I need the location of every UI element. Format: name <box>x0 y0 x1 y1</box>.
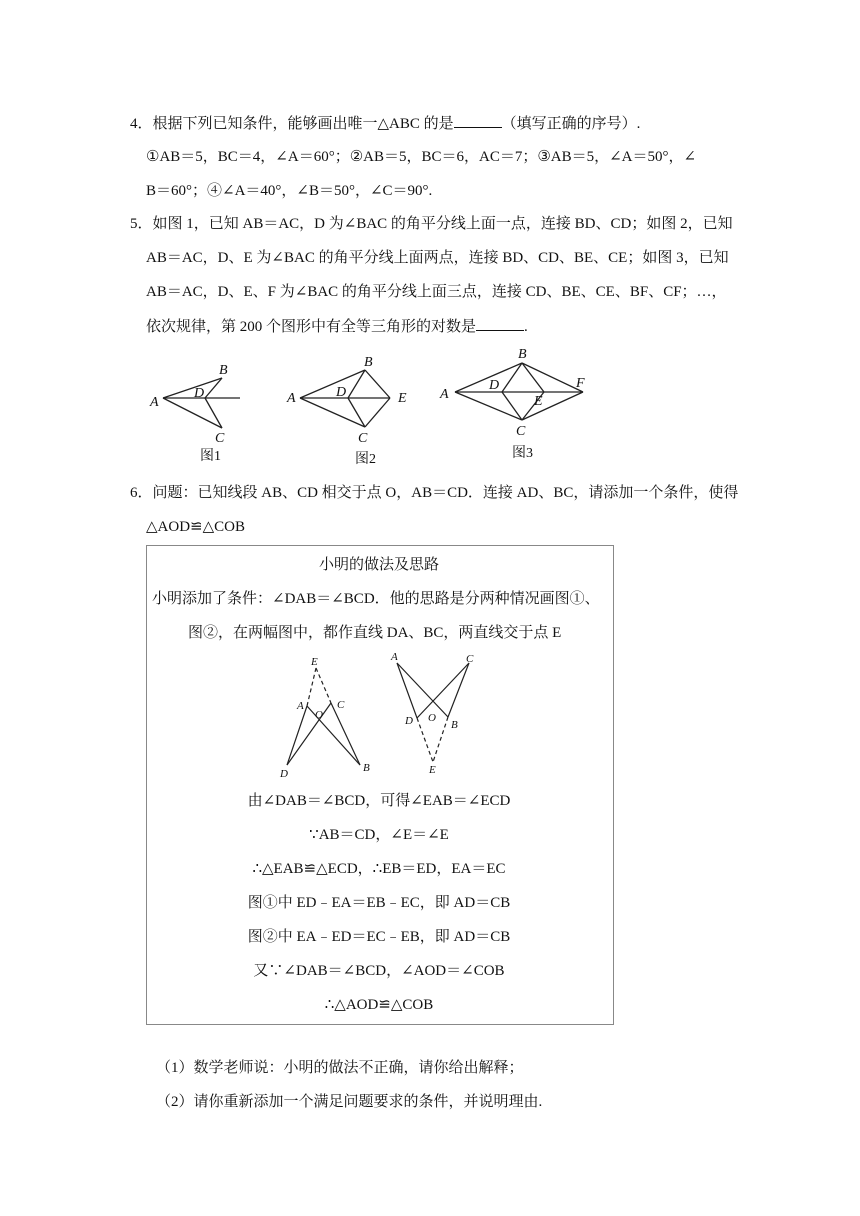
fig1-label-a: A <box>150 395 159 410</box>
proof-line-5: 图②中 EA﹣ED＝EC﹣EB，即 AD＝CB <box>247 929 511 945</box>
fig3-label-e: E <box>534 394 543 409</box>
q5-stem: 依次规律，第 200 个图形中有全等三角形的对数是 <box>146 319 477 335</box>
box-left-label-b: B <box>363 762 370 774</box>
q5-line-1: 5．如图 1，已知 AB＝AC，D 为∠BAC 的角平分线上面一点，连接 BD、CD；如图 2，已知 <box>130 216 733 232</box>
q4-line-3: B＝60°；④∠A＝40°，∠B＝50°，∠C＝90°. <box>146 183 433 199</box>
box-right-label-d: D <box>405 715 413 727</box>
box-left-label-a: A <box>297 700 304 712</box>
fig2-label-e: E <box>398 391 407 406</box>
box-right-label-a: A <box>391 651 398 663</box>
fig3-caption: 图3 <box>512 446 533 461</box>
proof-line-7: ∴△AOD≌△COB <box>324 997 434 1013</box>
q4-line-2: ①AB＝5，BC＝4，∠A＝60°；②AB＝5，BC＝6，AC＝7；③AB＝5，∠A＝50°，∠ <box>146 149 697 165</box>
fig1-label-b: B <box>219 363 228 378</box>
fig2-label-c: C <box>358 431 368 446</box>
proof-line-2: ∵AB＝CD，∠E＝∠E <box>309 827 449 843</box>
box-right-label-o: O <box>428 712 436 724</box>
proof-line-1: 由∠DAB＝∠BCD，可得∠EAB＝∠ECD <box>247 793 511 809</box>
q5-line-3: AB＝AC，D、E、F 为∠BAC 的角平分线上面三点，连接 CD、BE、CE、BF、CF；…， <box>146 284 727 300</box>
q4-stem: 4．根据下列已知条件，能够画出唯一△ABC 的是 <box>130 116 454 132</box>
fig2-caption: 图2 <box>355 452 376 467</box>
fig3-label-a: A <box>440 387 449 402</box>
box-right-label-e: E <box>429 764 436 776</box>
box-right-label-b: B <box>451 719 458 731</box>
q5-stem-end: . <box>524 319 528 335</box>
fig3-label-b: B <box>518 347 527 362</box>
fig2-label-b: B <box>364 355 373 370</box>
box-right-label-c: C <box>466 653 474 665</box>
box-left-label-e: E <box>311 656 318 668</box>
fig3-label-c: C <box>516 424 526 439</box>
box-title: 小明的做法及思路 <box>318 557 439 573</box>
q4-stem-end: （填写正确的序号）. <box>501 116 641 132</box>
fig1-caption: 图1 <box>200 449 221 464</box>
q5-line-2: AB＝AC，D、E 为∠BAC 的角平分线上面两点，连接 BD、CD、BE、CE；如图 3，已知 <box>146 250 729 266</box>
box-left-label-o: O <box>315 709 323 721</box>
fig2-label-a: A <box>287 391 296 406</box>
fig2-label-d: D <box>336 385 347 400</box>
q6-line-1: 6．问题：已知线段 AB、CD 相交于点 O，AB＝CD．连接 AD、BC，请添加一个条件，使得 <box>130 485 739 501</box>
box-left-label-d: D <box>280 768 288 780</box>
box-line-2: 图②，在两幅图中，都作直线 DA、BC，两直线交于点 E <box>188 625 562 641</box>
q6-line-2: △AOD≌△COB <box>146 519 245 535</box>
box-left-label-c: C <box>337 699 345 711</box>
fig1-label-c: C <box>215 431 225 446</box>
q6-sub-question-2: （2）请你重新添加一个满足问题要求的条件，并说明理由. <box>156 1094 543 1110</box>
q6-sub-question-1: （1）数学老师说：小明的做法不正确，请你给出解释； <box>156 1060 524 1076</box>
proof-line-6: 又∵∠DAB＝∠BCD，∠AOD＝∠COB <box>253 963 505 979</box>
fig1-label-d: D <box>194 386 205 401</box>
proof-line-4: 图①中 ED﹣EA＝EB﹣EC，即 AD＝CB <box>247 895 511 911</box>
fig3-label-f: F <box>576 376 585 391</box>
proof-line-3: ∴△EAB≌△ECD，∴EB＝ED，EA＝EC <box>252 861 506 877</box>
fig3-label-d: D <box>489 378 500 393</box>
box-line-1: 小明添加了条件：∠DAB＝∠BCD．他的思路是分两种情况画图①、 <box>152 591 600 607</box>
